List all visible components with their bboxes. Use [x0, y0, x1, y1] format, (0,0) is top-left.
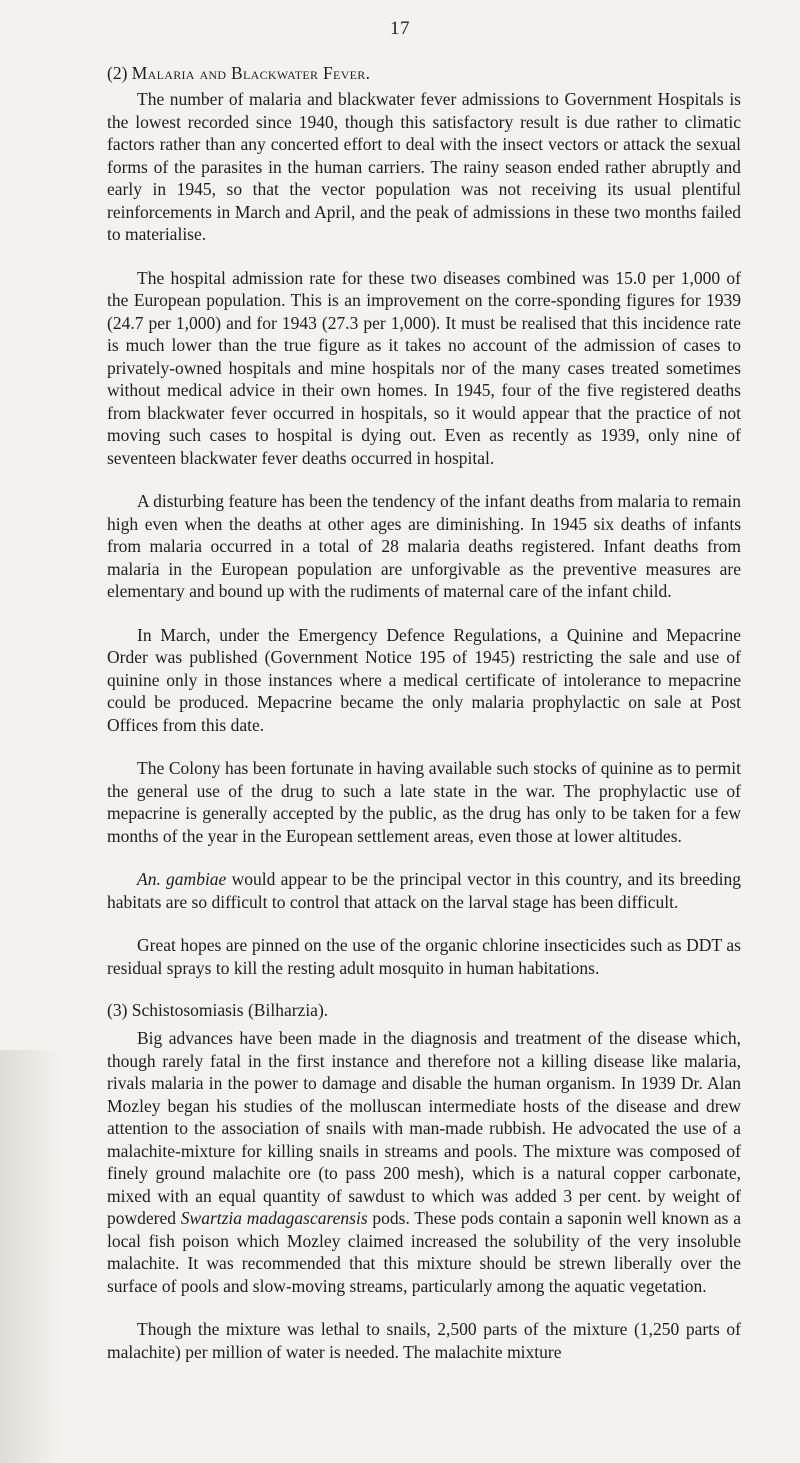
paragraph: Though the mixture was lethal to snails, 2,500 parts of the mixture (1,250 parts of malachite) per million of water is needed. The malachite mixture	[107, 1319, 741, 1362]
section-number: (2)	[107, 63, 128, 83]
section-title: Schistosomiasis	[131, 1000, 244, 1020]
paragraph: In March, under the Emergency Defence Regulations, a Quinine and Mepacrine Order was published (Government Notice 195 of 1945) restricting the sale and use of quinine only in those instances where a medical certificate of intolerance to mepacrine could be produced. Mepacrine became the only malaria prophylactic on sale at Post Offices from this date.	[107, 624, 741, 735]
paragraph: Great hopes are pinned on the use of the organic chlorine insecticides such as DDT as residual sprays to kill the resting adult mosquito in human habitations.	[107, 935, 741, 978]
section-number: (3)	[107, 1000, 128, 1020]
paragraph-text: Big advances have been made in the diagnosis and treatment of the disease which, though rarely fatal in the first instance and therefore not a killing disease like malaria, rivals malaria in the power to damage and disable the human organism. In 1939 Dr. Alan Mozley began his studies of the molluscan intermediate hosts of the disease and drew attention to the association of snails with man-made rubbish. He advocated the use of a malachite-mixture for killing snails in streams and pools. The mixture was composed of finely ground malachite ore (to pass 200 mesh), which is a natural copper carbonate, mixed with an equal quantity of sawdust to which was added 3 per cent. by weight of powdered	[107, 1028, 741, 1228]
page-number: 17	[390, 18, 410, 39]
paragraph: A disturbing feature has been the tendency of the infant deaths from malaria to remain high even when the deaths at other ages are diminishing. In 1945 six deaths of infants from malaria occurred in a total of 28 malaria deaths registered. Infant deaths from malaria in the European population are unforgivable as the preventive measures are elementary and bound up with the rudiments of maternal care of the infant child.	[107, 491, 741, 601]
paragraph-text: pods. These pods contain a saponin well known as a local fish poison which Mozley claimed increased the solubility of the very insoluble malachite. It was recommended that this mixture should be strewn liberally over the surface of pools and slow-moving streams, particularly among the aquatic vegetation.	[107, 1208, 741, 1296]
paragraph-malachite	[107, 1027, 741, 1297]
section-title: Malaria and Blackwater Fever.	[131, 63, 371, 83]
section-title-paren: (Bilharzia).	[247, 1000, 329, 1020]
species-name: Swartzia madagascarensis	[180, 1208, 368, 1228]
paragraph: The Colony has been fortunate in having available such stocks of quinine as to permit the general use of the drug to such a late state in the war. The prophylactic use of mepacrine is generally accepted by the public, as the drug has only to be taken for a few months of the year in the European settlement areas, even those at lower altitudes.	[107, 758, 741, 846]
paragraph: The number of malaria and blackwater fever admissions to Government Hospitals is the lowest recorded since 1940, though this satisfactory result is due rather to climatic factors rather than any concerted effort to deal with the insect vectors or attack the sexual forms of the parasites in the human carriers. The rainy season ended rather abruptly and early in 1945, so that the vector population was not receiving its usual plentiful reinforcements in March and April, and the peak of admissions in these two months failed to materialise.	[107, 89, 741, 244]
paragraph-vector	[107, 868, 741, 913]
scan-shadow	[0, 1050, 60, 1463]
section-heading-malaria	[107, 62, 741, 84]
paragraph-text: would appear to be the principal vector in this country, and its breeding habitats are so difficult to control that attack on the larval stage has been difficult.	[107, 869, 741, 912]
paragraph: The hospital admission rate for these two diseases combined was 15.0 per 1,000 of the European population. This is an improvement on the corre-sponding figures for 1939 (24.7 per 1,000) and for 1943 (27.3 per 1,000). It must be realised that this incidence rate is much lower than the true figure as it takes no account of the admission of cases to privately-owned hospitals and mine hospitals nor of the many cases treated sometimes without medical advice in their own homes. In 1945, four of the five registered deaths from blackwater fever occurred in hospitals, so it would appear that the practice of not moving such cases to hospital is dying out. Even as recently as 1939, only nine of seventeen blackwater fever deaths occurred in hospital.	[107, 267, 741, 468]
species-name: An. gambiae	[137, 869, 227, 889]
page-content	[107, 62, 741, 1384]
section-heading-schistosomiasis	[107, 999, 741, 1021]
